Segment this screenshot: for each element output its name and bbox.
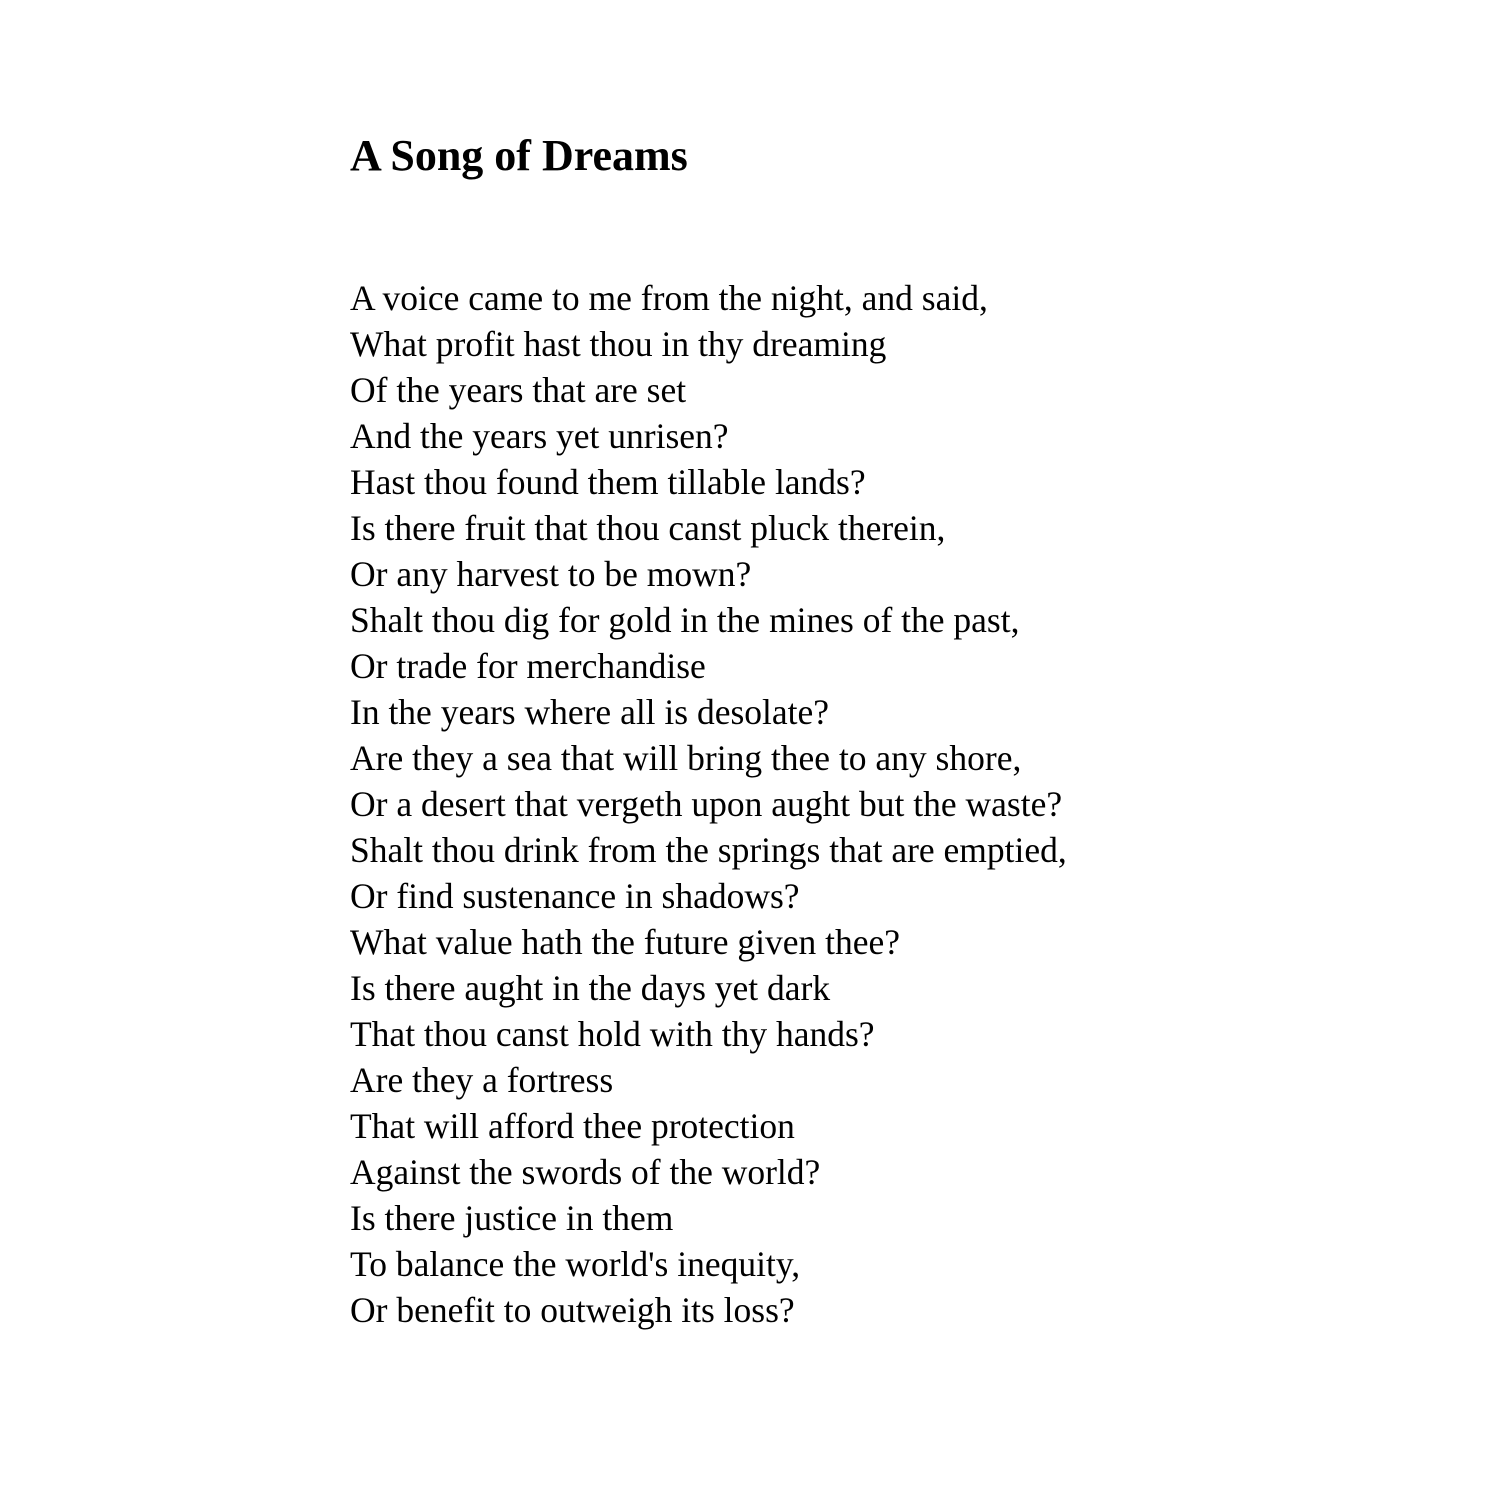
- poem-line: A voice came to me from the night, and said,: [350, 278, 988, 318]
- poem-line: Or a desert that vergeth upon aught but the waste?: [350, 784, 1063, 824]
- poem-line: Or trade for merchandise: [350, 646, 706, 686]
- poem-line: Is there aught in the days yet dark: [350, 968, 831, 1008]
- poem-line: Against the swords of the world?: [350, 1152, 821, 1192]
- poem-line: In the years where all is desolate?: [350, 692, 830, 732]
- poem-line: That will afford thee protection: [350, 1106, 795, 1146]
- poem-body: [350, 275, 1067, 1333]
- poem-line: Shalt thou dig for gold in the mines of the past,: [350, 600, 1020, 640]
- poem-line: Are they a fortress: [350, 1060, 614, 1100]
- poem-line: Of the years that are set: [350, 370, 687, 410]
- poem-line: Or benefit to outweigh its loss?: [350, 1290, 795, 1330]
- poem-line: Are they a sea that will bring thee to any shore,: [350, 738, 1022, 778]
- poem-line: Hast thou found them tillable lands?: [350, 462, 866, 502]
- poem-line: To balance the world's inequity,: [350, 1244, 801, 1284]
- poem-line: Is there fruit that thou canst pluck therein,: [350, 508, 946, 548]
- poem-line: What profit hast thou in thy dreaming: [350, 324, 887, 364]
- poem-line: Shalt thou drink from the springs that are emptied,: [350, 830, 1067, 870]
- poem-line: Or any harvest to be mown?: [350, 554, 752, 594]
- poem-title: A Song of Dreams: [350, 131, 688, 180]
- poem-line: And the years yet unrisen?: [350, 416, 729, 456]
- poem-page: [350, 0, 1450, 1502]
- poem-line: What value hath the future given thee?: [350, 922, 901, 962]
- poem-line: That thou canst hold with thy hands?: [350, 1014, 875, 1054]
- poem-line: Is there justice in them: [350, 1198, 674, 1238]
- poem-line: Or find sustenance in shadows?: [350, 876, 800, 916]
